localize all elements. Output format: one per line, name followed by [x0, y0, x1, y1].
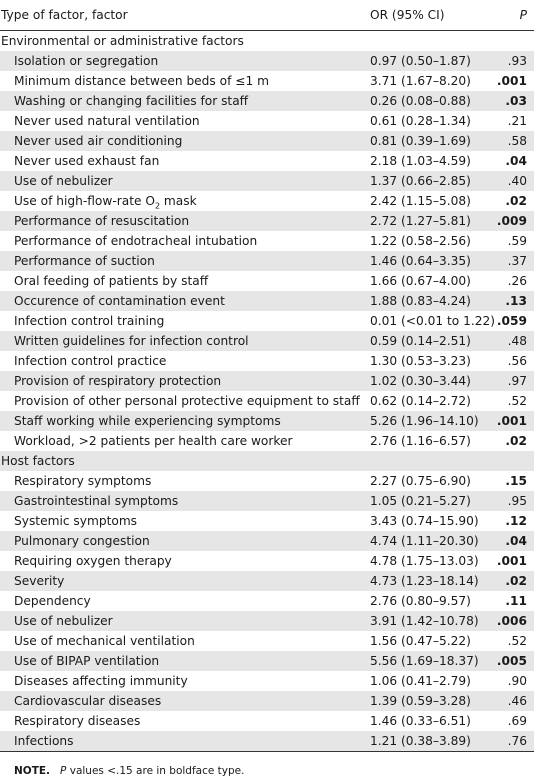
section-row — [0, 31, 534, 52]
odds-ratio-cell: 0.97 (0.50–1.87) — [368, 51, 493, 71]
factor-name: Cardiovascular diseases — [14, 694, 162, 708]
p-value-cell: .12 — [505, 514, 527, 528]
header-odds-ratio: OR (95% CI) — [368, 0, 493, 31]
section-title: Host factors — [0, 451, 534, 471]
factor-cell — [0, 331, 368, 351]
odds-ratio-cell: 3.91 (1.42–10.78) — [368, 611, 493, 631]
factor-name: Provision of other personal protective equipment to staff — [14, 394, 360, 408]
odds-ratio-cell: 1.88 (0.83–4.24) — [368, 291, 493, 311]
table-row — [0, 211, 534, 231]
note-p-symbol: P — [60, 765, 67, 777]
p-value-cell: .95 — [493, 491, 534, 511]
odds-ratio-cell: 2.42 (1.15–5.08) — [370, 194, 471, 208]
factor-name: Washing or changing facilities for staff — [14, 94, 249, 108]
p-value-cell: .90 — [507, 674, 527, 688]
note-text: values <.15 are in boldface type. — [66, 765, 245, 777]
table-row — [0, 551, 534, 571]
p-value-cell: .001 — [496, 74, 527, 88]
odds-ratio-cell: 0.62 (0.14–2.72) — [370, 394, 471, 408]
factor-cell — [0, 711, 368, 731]
factor-cell — [0, 211, 368, 231]
factor-name: Infection control training — [14, 314, 165, 328]
p-value-cell: .76 — [493, 731, 534, 752]
table-row — [0, 331, 534, 351]
table-row — [0, 591, 534, 611]
factor-suffix: mask — [160, 194, 197, 208]
factor-cell — [0, 551, 368, 571]
odds-ratio-cell: 1.46 (0.33–6.51) — [370, 714, 471, 728]
p-value-cell: .93 — [493, 51, 534, 71]
odds-ratio-cell: 2.27 (0.75–6.90) — [370, 474, 471, 488]
odds-ratio-cell: 0.59 (0.14–2.51) — [368, 331, 493, 351]
p-value-cell: .48 — [493, 331, 534, 351]
odds-ratio-cell: 1.21 (0.38–3.89) — [368, 731, 493, 752]
factor-cell — [0, 171, 368, 191]
factor-cell — [0, 191, 368, 211]
factor-name: Infections — [14, 734, 74, 748]
table-row — [0, 251, 534, 271]
p-value-cell: .56 — [507, 354, 527, 368]
header-row — [0, 0, 534, 31]
p-value-cell: .69 — [507, 714, 527, 728]
table-body — [0, 31, 534, 752]
factor-cell — [0, 271, 368, 291]
odds-ratio-cell: 1.30 (0.53–3.23) — [370, 354, 471, 368]
factor-cell — [0, 351, 368, 371]
table-row — [0, 291, 534, 311]
factor-cell — [0, 731, 368, 752]
odds-ratio-cell: 2.72 (1.27–5.81) — [368, 211, 493, 231]
table-row — [0, 651, 534, 671]
factor-cell — [0, 611, 368, 631]
factor-cell — [0, 431, 368, 451]
p-value-cell: .58 — [493, 131, 534, 151]
p-value-cell: .21 — [507, 114, 527, 128]
odds-ratio-cell: 0.81 (0.39–1.69) — [368, 131, 493, 151]
table-row — [0, 351, 534, 371]
odds-ratio-cell: 1.66 (0.67–4.00) — [370, 274, 471, 288]
factor-name: Systemic symptoms — [14, 514, 138, 528]
p-value-cell: .001 — [496, 554, 527, 568]
odds-ratio-cell: 1.46 (0.64–3.35) — [368, 251, 493, 271]
table-header — [0, 0, 534, 31]
table-row — [0, 691, 534, 711]
table-row — [0, 471, 534, 491]
factor-name: Written guidelines for infection control — [14, 334, 249, 348]
factor-name: Performance of endotracheal intubation — [14, 234, 258, 248]
section-row — [0, 451, 534, 471]
p-value-cell: .15 — [505, 474, 527, 488]
factor-cell — [0, 511, 368, 531]
factor-cell — [0, 411, 368, 431]
p-value-cell: .006 — [493, 611, 534, 631]
odds-ratio-cell: 1.06 (0.41–2.79) — [370, 674, 471, 688]
factor-cell — [0, 111, 368, 131]
header-p-value: P — [493, 0, 534, 31]
odds-ratio-cell: 1.39 (0.59–3.28) — [368, 691, 493, 711]
p-value-cell: .005 — [493, 651, 534, 671]
odds-ratio-cell: 1.56 (0.47–5.22) — [370, 634, 471, 648]
odds-ratio-cell: 5.26 (1.96–14.10) — [368, 411, 493, 431]
factor-name: Infection control practice — [14, 354, 167, 368]
p-value-cell: .11 — [505, 594, 527, 608]
table-row — [0, 571, 534, 591]
factor-name: Staff working while experiencing symptoms — [14, 414, 281, 428]
factor-name: Oral feeding of patients by staff — [14, 274, 209, 288]
odds-ratio-cell: 2.18 (1.03–4.59) — [370, 154, 471, 168]
factor-cell — [0, 371, 368, 391]
factor-name: Use of nebulizer — [14, 174, 113, 188]
table-row — [0, 111, 534, 131]
table-row — [0, 371, 534, 391]
table-row — [0, 731, 534, 752]
table-row — [0, 671, 534, 691]
p-value-cell: .13 — [493, 291, 534, 311]
table-row — [0, 131, 534, 151]
factor-name: Use of BIPAP ventilation — [14, 654, 160, 668]
table-row — [0, 531, 534, 551]
factor-cell — [0, 91, 368, 111]
table-row — [0, 711, 534, 731]
p-value-cell: .02 — [505, 194, 527, 208]
factor-name: Never used natural ventilation — [14, 114, 200, 128]
table-row — [0, 191, 534, 211]
factor-name: Never used air conditioning — [14, 134, 183, 148]
factor-name: Minimum distance between beds of ≤1 m — [14, 74, 269, 88]
table-row — [0, 391, 534, 411]
odds-ratio-cell: 1.05 (0.21–5.27) — [368, 491, 493, 511]
table-row — [0, 411, 534, 431]
p-value-cell: .37 — [493, 251, 534, 271]
table-row — [0, 311, 534, 331]
factor-name: Isolation or segregation — [14, 54, 159, 68]
factor-cell — [0, 131, 368, 151]
p-value-cell: .46 — [493, 691, 534, 711]
table-row — [0, 171, 534, 191]
factor-cell — [0, 71, 368, 91]
factor-cell — [0, 651, 368, 671]
factor-name: Use of mechanical ventilation — [14, 634, 195, 648]
table-row — [0, 511, 534, 531]
odds-ratio-cell: 2.76 (0.80–9.57) — [370, 594, 471, 608]
odds-ratio-cell: 3.43 (0.74–15.90) — [370, 514, 479, 528]
odds-ratio-cell: 1.22 (0.58–2.56) — [370, 234, 471, 248]
p-value-cell: .02 — [493, 571, 534, 591]
factor-name: Use of high-flow-rate O — [14, 194, 155, 208]
factor-cell — [0, 631, 368, 651]
p-value-cell: .04 — [505, 154, 527, 168]
table-row — [0, 491, 534, 511]
factor-cell — [0, 571, 368, 591]
factor-cell — [0, 391, 368, 411]
p-value-cell: .02 — [505, 434, 527, 448]
p-value-cell: .001 — [493, 411, 534, 431]
p-value-cell: .04 — [493, 531, 534, 551]
factor-name: Never used exhaust fan — [14, 154, 160, 168]
factor-cell — [0, 691, 368, 711]
factor-cell — [0, 251, 368, 271]
odds-ratio-cell: 0.01 (<0.01 to 1.22) — [370, 314, 495, 328]
odds-ratio-cell: 0.61 (0.28–1.34) — [370, 114, 471, 128]
table-row — [0, 91, 534, 111]
factor-cell — [0, 531, 368, 551]
header-type-of-factor: Type of factor, factor — [0, 0, 368, 31]
factor-subscript: 2 — [154, 201, 161, 211]
odds-ratio-cell: 4.73 (1.23–18.14) — [368, 571, 493, 591]
odds-ratio-cell: 2.76 (1.16–6.57) — [370, 434, 471, 448]
table-row — [0, 271, 534, 291]
factor-name: Pulmonary congestion — [14, 534, 150, 548]
factor-cell — [0, 671, 368, 691]
p-value-cell: .40 — [493, 171, 534, 191]
p-value-cell: .52 — [507, 634, 527, 648]
section-title: Environmental or administrative factors — [1, 34, 244, 48]
factor-name: Severity — [14, 574, 65, 588]
p-value-cell: .03 — [493, 91, 534, 111]
table-row — [0, 631, 534, 651]
odds-ratio-cell: 4.78 (1.75–13.03) — [370, 554, 479, 568]
table-row — [0, 611, 534, 631]
table-row — [0, 151, 534, 171]
table-row — [0, 231, 534, 251]
factor-cell — [0, 51, 368, 71]
factor-name: Dependency — [14, 594, 91, 608]
p-value-cell: .009 — [493, 211, 534, 231]
table-row — [0, 51, 534, 71]
factor-cell — [0, 591, 368, 611]
table-note — [0, 765, 534, 777]
factor-name: Provision of respiratory protection — [14, 374, 222, 388]
factor-name: Diseases affecting immunity — [14, 674, 188, 688]
factor-cell — [0, 231, 368, 251]
factor-name: Requiring oxygen therapy — [14, 554, 172, 568]
note-label: NOTE. — [14, 765, 51, 777]
factor-cell — [0, 491, 368, 511]
p-value-cell: .059 — [496, 314, 527, 328]
factor-name: Workload, >2 patients per health care worker — [14, 434, 293, 448]
factor-cell — [0, 151, 368, 171]
odds-ratio-cell: 4.74 (1.11–20.30) — [368, 531, 493, 551]
odds-ratio-cell: 1.02 (0.30–3.44) — [368, 371, 493, 391]
table-row — [0, 431, 534, 451]
p-value-cell: .97 — [493, 371, 534, 391]
factor-cell — [0, 291, 368, 311]
odds-ratio-cell: 1.37 (0.66–2.85) — [368, 171, 493, 191]
factor-cell — [0, 471, 368, 491]
p-value-cell: .59 — [507, 234, 527, 248]
factor-name: Occurence of contamination event — [14, 294, 225, 308]
p-value-cell: .52 — [507, 394, 527, 408]
odds-ratio-cell: 5.56 (1.69–18.37) — [368, 651, 493, 671]
factor-name: Performance of suction — [14, 254, 155, 268]
table-row — [0, 71, 534, 91]
factor-name: Respiratory symptoms — [14, 474, 152, 488]
factor-name: Gastrointestinal symptoms — [14, 494, 179, 508]
factor-cell — [0, 311, 368, 331]
p-value-cell: .26 — [507, 274, 527, 288]
odds-ratio-cell: 0.26 (0.08–0.88) — [368, 91, 493, 111]
factor-name: Performance of resuscitation — [14, 214, 190, 228]
odds-ratio-cell: 3.71 (1.67–8.20) — [370, 74, 471, 88]
factor-name: Respiratory diseases — [14, 714, 141, 728]
factor-name: Use of nebulizer — [14, 614, 113, 628]
